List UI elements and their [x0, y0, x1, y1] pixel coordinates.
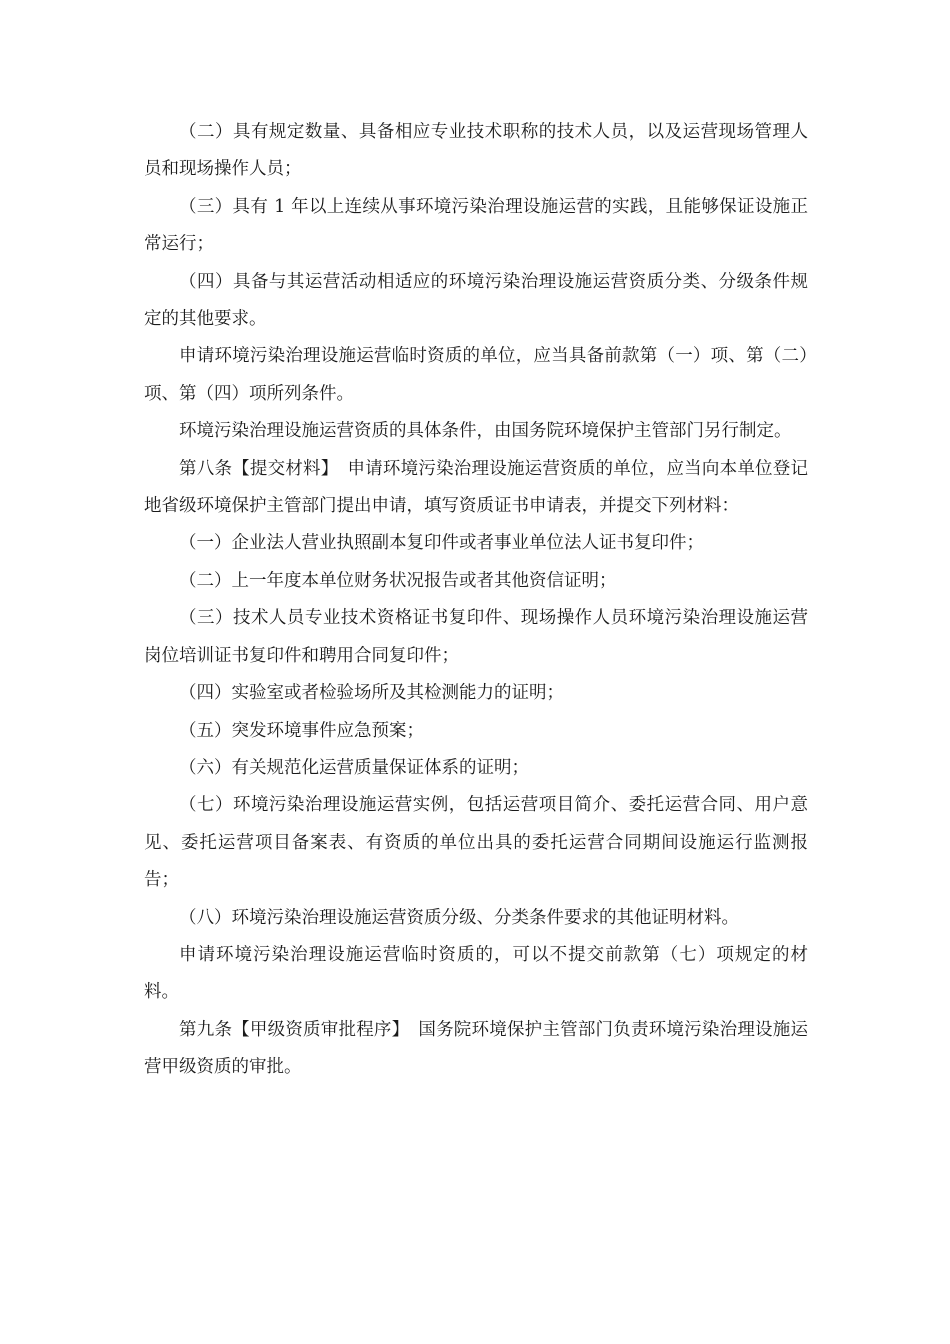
paragraph-article-8: 第八条【提交材料】 申请环境污染治理设施运营资质的单位，应当向本单位登记地省级环境保护主管部门提出申请，填写资质证书申请表，并提交下列材料： — [144, 458, 808, 517]
paragraph-material-2: （二）上一年度本单位财务状况报告或者其他资信证明； — [179, 570, 617, 591]
paragraph-material-4: （四）实验室或者检验场所及其检测能力的证明； — [179, 683, 564, 704]
paragraph-article-9: 第九条【甲级资质审批程序】 国务院环境保护主管部门负责环境污染治理设施运营甲级资质的审批。 — [144, 1019, 808, 1078]
paragraph-material-8: （八）环境污染治理设施运营资质分级、分类条件要求的其他证明材料。 — [179, 907, 739, 928]
paragraph-material-7: （七）环境污染治理设施运营实例，包括运营项目简介、委托运营合同、用户意见、委托运营项目备案表、有资质的单位出具的委托运营合同期间设施运行监测报告； — [144, 795, 808, 891]
paragraph-material-5: （五）突发环境事件应急预案； — [179, 720, 424, 741]
paragraph-requirement-2: （二）具有规定数量、具备相应专业技术职称的技术人员，以及运营现场管理人员和现场操作人员； — [144, 122, 808, 180]
paragraph-requirement-3: （三）具有 1 年以上连续从事环境污染治理设施运营的实践，且能够保证设施正常运行； — [144, 196, 808, 255]
paragraph-temporary-qualification-conditions: 申请环境污染治理设施运营临时资质的单位，应当具备前款第（一）项、第（二）项、第（四）项所列条件。 — [144, 346, 808, 404]
paragraph-material-6: （六）有关规范化运营质量保证体系的证明； — [179, 757, 529, 778]
paragraph-material-1: （一）企业法人营业执照副本复印件或者事业单位法人证书复印件； — [179, 533, 704, 554]
paragraph-specific-conditions: 环境污染治理设施运营资质的具体条件，由国务院环境保护主管部门另行制定。 — [179, 421, 792, 442]
paragraph-requirement-4: （四）具备与其运营活动相适应的环境污染治理设施运营资质分类、分级条件规定的其他要求。 — [144, 271, 808, 330]
document-page — [144, 114, 808, 1087]
paragraph-temporary-exemption: 申请环境污染治理设施运营临时资质的，可以不提交前款第（七）项规定的材料。 — [144, 944, 808, 1003]
paragraph-material-3: （三）技术人员专业技术资格证书复印件、现场操作人员环境污染治理设施运营岗位培训证书复印件和聘用合同复印件； — [144, 608, 808, 666]
